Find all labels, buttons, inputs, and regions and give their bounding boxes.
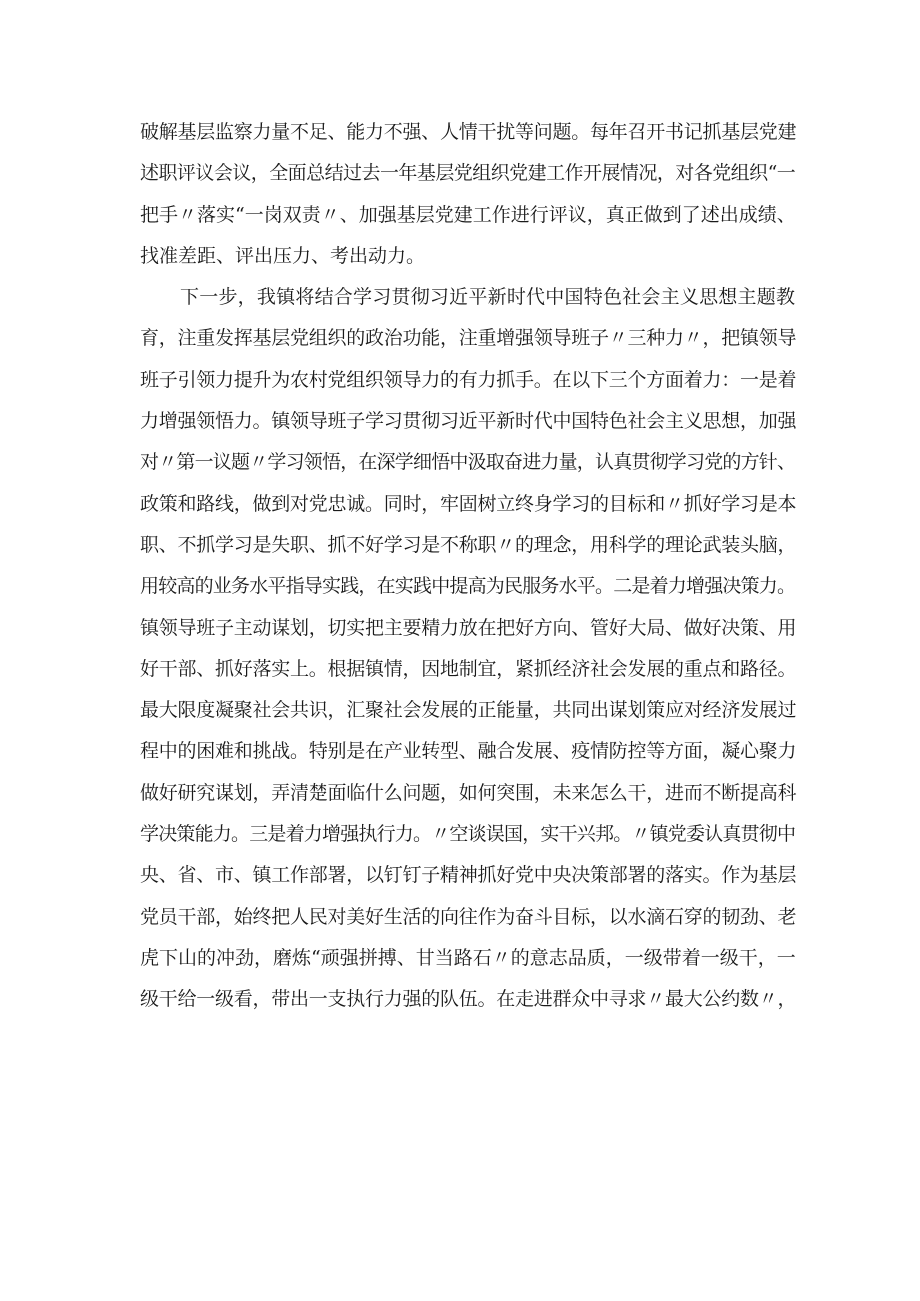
- text-line: 做好研究谋划，弄清楚面临什么问题，如何突围，未来怎么干，进而不断提高科: [140, 781, 797, 804]
- document-body: [140, 112, 795, 1021]
- text-line: 班子引领力提升为农村党组织领导力的有力抓手。在以下三个方面着力：一是着: [140, 368, 797, 391]
- text-line: 育，注重发挥基层党组织的政治功能，注重增强领导班子〃三种力〃，把镇领导: [140, 327, 797, 350]
- paragraph-1: [140, 112, 795, 277]
- text-line: 用较高的业务水平指导实践，在实践中提高为民服务水平。二是着力增强决策力。: [140, 575, 795, 598]
- text-line: 好干部、抓好落实上。根据镇情，因地制宜，紧抓经济社会发展的重点和路径。: [140, 657, 797, 680]
- text-line: 把手〃落实“一岗双责〃、加强基层党建工作进行评议，真正做到了述出成绩、: [140, 203, 796, 226]
- text-line: 破解基层监察力量不足、能力不强、人情干扰等问题。每年召开书记抓基层党建: [140, 121, 797, 143]
- text-line: 述职评议会议，全面总结过去一年基层党组织党建工作开展情况，对各党组织“一: [140, 162, 795, 185]
- text-line: 找准差距、评出压力、考出动力。: [140, 244, 426, 267]
- text-line: 最大限度凝聚社会共识，汇聚社会发展的正能量，共同出谋划策应对经济发展过: [140, 699, 797, 722]
- text-line: 党员干部，始终把人民对美好生活的向往作为奋斗目标，以水滴石穿的韧劲、老: [140, 905, 797, 928]
- text-line: 央、省、市、镇工作部署，以钉钉子精神抓好党中央决策部署的落实。作为基层: [140, 864, 797, 887]
- paragraph-2: [140, 277, 795, 1020]
- text-line: 学决策能力。三是着力增强执行力。〃空谈误国，实干兴邦。〃镇党委认真贯彻中: [140, 823, 795, 846]
- text-line: 对〃第一议题〃学习领悟，在深学细悟中汲取奋进力量，认真贯彻学习党的方针、: [140, 451, 795, 474]
- text-line: 下一步，我镇将结合学习贯彻习近平新时代中国特色社会主义思想主题教: [180, 286, 795, 309]
- text-line: 政策和路线，做到对党忠诚。同时，牢固树立终身学习的目标和〃抓好学习是本: [140, 492, 797, 515]
- text-line: 力增强领悟力。镇领导班子学习贯彻习近平新时代中国特色社会主义思想，加强: [140, 410, 797, 433]
- text-line: 级干给一级看，带出一支执行力强的队伍。在走进群众中寻求〃最大公约数〃，: [140, 988, 797, 1011]
- text-line: 虎下山的冲劲，磨炼“顽强拼搏、甘当路石〃的意志品质，一级带着一级干，一: [140, 946, 796, 969]
- text-line: 镇领导班子主动谋划，切实把主要精力放在把好方向、管好大局、做好决策、用: [140, 616, 797, 639]
- text-line: 职、不抓学习是失职、抓不好学习是不称职〃的理念，用科学的理论武装头脑，: [140, 533, 797, 556]
- text-line: 程中的困难和挑战。特别是在产业转型、融合发展、疫情防控等方面，凝心聚力: [140, 740, 797, 763]
